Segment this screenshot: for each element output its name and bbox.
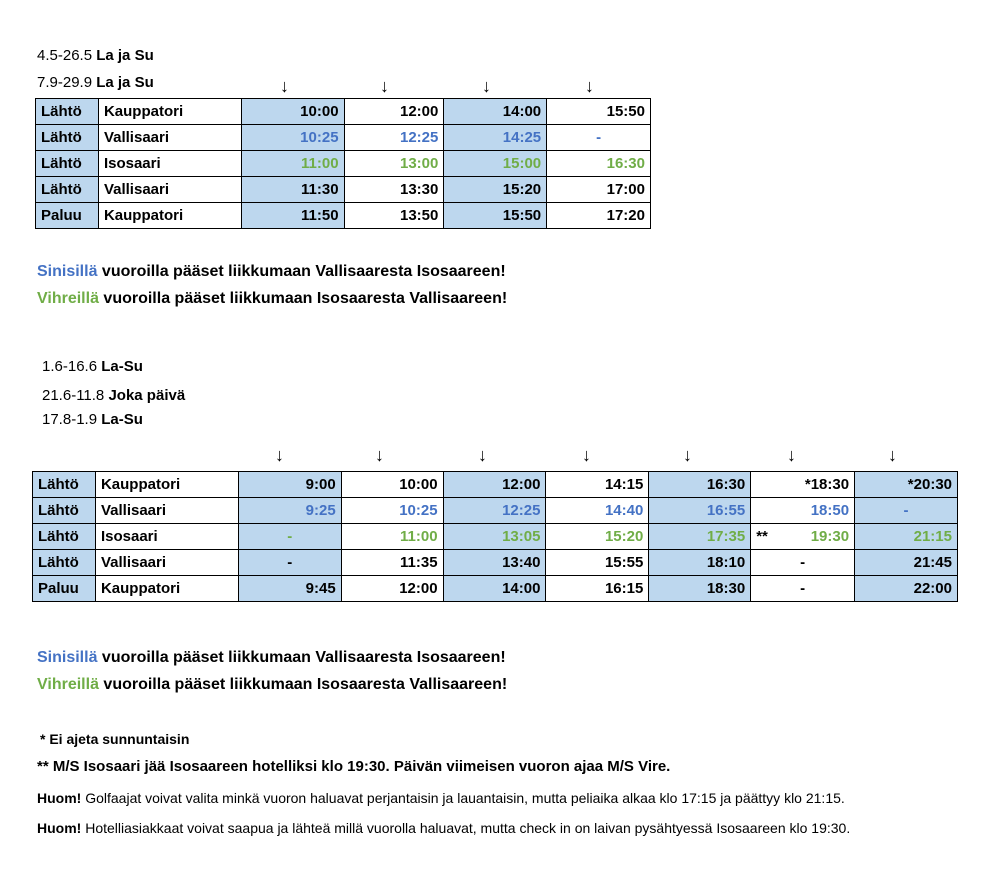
time-value: 12:00 bbox=[502, 476, 541, 493]
time-value: 11:30 bbox=[301, 181, 339, 198]
time-value: 11:00 bbox=[301, 155, 339, 172]
time-cell bbox=[649, 524, 751, 550]
s2-note-green bbox=[37, 676, 507, 694]
time-cell bbox=[444, 99, 547, 125]
table-row bbox=[36, 203, 651, 229]
time-value: 16:30 bbox=[606, 155, 645, 172]
time-cell bbox=[444, 151, 547, 177]
down-arrow-icon: ↓ bbox=[275, 445, 284, 465]
time-value: 12:00 bbox=[399, 103, 439, 120]
row-stop: Vallisaari bbox=[95, 550, 238, 576]
row-type: Lähtö bbox=[33, 498, 96, 524]
time-cell bbox=[547, 151, 651, 177]
time-value: 21:15 bbox=[913, 528, 952, 545]
time-cell bbox=[444, 177, 547, 203]
time-cell bbox=[241, 125, 344, 151]
time-value: 16:30 bbox=[706, 476, 746, 493]
time-value: 17:20 bbox=[606, 207, 645, 224]
time-value: 13:40 bbox=[502, 554, 541, 571]
timetable-summer bbox=[32, 471, 958, 602]
time-cell bbox=[649, 576, 751, 602]
down-arrow-icon: ↓ bbox=[888, 445, 897, 465]
s2-note-blue-text: vuoroilla pääset liikkumaan Vallisaaresta Isosaareen! bbox=[97, 649, 506, 666]
s2-note-blue bbox=[37, 649, 506, 667]
row-stop: Vallisaari bbox=[98, 177, 241, 203]
s1-period-2-dates: 7.9-29.9 bbox=[37, 74, 93, 91]
time-cell bbox=[855, 524, 958, 550]
time-value: *20:30 bbox=[907, 476, 952, 493]
time-cell bbox=[341, 472, 443, 498]
time-value: 18:30 bbox=[706, 580, 746, 597]
s2-period-1-days: La-Su bbox=[101, 358, 143, 375]
time-value: 12:25 bbox=[399, 129, 439, 146]
row-type: Lähtö bbox=[33, 524, 96, 550]
time-cell bbox=[751, 472, 855, 498]
time-cell bbox=[344, 125, 444, 151]
time-cell bbox=[443, 550, 546, 576]
time-value: 10:00 bbox=[399, 476, 438, 493]
footnote-golf-text: Golfaajat voivat valita minkä vuoron haluavat perjantaisin ja lauantaisin, mutta peliaika alkaa klo 17:15 ja päättyy klo 21:15. bbox=[81, 790, 845, 806]
row-stop: Isosaari bbox=[95, 524, 238, 550]
time-value: 9:25 bbox=[305, 502, 336, 519]
row-type: Lähtö bbox=[36, 125, 99, 151]
down-arrow-icon: ↓ bbox=[582, 445, 591, 465]
time-value: 9:00 bbox=[305, 476, 336, 493]
time-value: 17:00 bbox=[606, 181, 645, 198]
row-stop: Vallisaari bbox=[95, 498, 238, 524]
time-value: 13:05 bbox=[502, 528, 541, 545]
time-value: 13:00 bbox=[399, 155, 439, 172]
time-value: 11:35 bbox=[400, 554, 438, 571]
footnote-double-star: ** M/S Isosaari jää Isosaareen hotelliksi klo 19:30. Päivän viimeisen vuoron ajaa M/S Vire. bbox=[37, 758, 671, 775]
s2-period-3 bbox=[42, 411, 143, 428]
row-stop: Vallisaari bbox=[98, 125, 241, 151]
s2-period-3-days: La-Su bbox=[101, 411, 143, 428]
time-cell bbox=[241, 151, 344, 177]
time-cell bbox=[241, 203, 344, 229]
down-arrow-icon: ↓ bbox=[585, 76, 594, 96]
time-value: 11:00 bbox=[400, 528, 438, 545]
s1-period-1-days: La ja Su bbox=[96, 47, 154, 64]
down-arrow-icon: ↓ bbox=[482, 76, 491, 96]
footnote-golf bbox=[37, 790, 845, 806]
time-value: - bbox=[800, 580, 806, 597]
time-cell bbox=[341, 550, 443, 576]
timetable-spring-autumn bbox=[35, 98, 651, 229]
time-value: 16:15 bbox=[604, 580, 644, 597]
time-value: 13:30 bbox=[399, 181, 439, 198]
time-value: 15:50 bbox=[502, 207, 542, 224]
time-cell bbox=[649, 498, 751, 524]
time-value: - bbox=[800, 554, 806, 571]
time-cell bbox=[443, 576, 546, 602]
time-cell bbox=[855, 498, 958, 524]
footnote-hotel-text: Hotelliasiakkaat voivat saapua ja lähteä millä vuorolla haluavat, mutta check in on laivan pysähtyessä Isosaareen klo 19:30. bbox=[81, 820, 851, 836]
time-cell bbox=[855, 550, 958, 576]
time-cell bbox=[547, 125, 651, 151]
time-cell bbox=[855, 472, 958, 498]
footnote-hotel bbox=[37, 820, 850, 836]
time-cell bbox=[238, 576, 341, 602]
row-stop: Kauppatori bbox=[98, 99, 241, 125]
time-value: 18:50 bbox=[810, 502, 850, 519]
time-cell bbox=[341, 498, 443, 524]
s2-period-1 bbox=[42, 358, 143, 375]
time-value: 17:35 bbox=[706, 528, 746, 545]
row-stop: Isosaari bbox=[98, 151, 241, 177]
time-value: 14:40 bbox=[604, 502, 644, 519]
time-cell bbox=[751, 550, 855, 576]
row-type: Paluu bbox=[33, 576, 96, 602]
time-value: 16:55 bbox=[706, 502, 746, 519]
time-cell bbox=[238, 550, 341, 576]
s2-period-3-dates: 17.8-1.9 bbox=[42, 411, 98, 428]
s2-period-2 bbox=[42, 387, 185, 404]
time-cell bbox=[546, 576, 649, 602]
down-arrow-icon: ↓ bbox=[683, 445, 692, 465]
time-value: 18:10 bbox=[706, 554, 746, 571]
table-row bbox=[33, 498, 958, 524]
table-row bbox=[33, 576, 958, 602]
s2-note-green-text: vuoroilla pääset liikkumaan Isosaaresta Vallisaareen! bbox=[98, 676, 508, 693]
time-cell bbox=[547, 177, 651, 203]
time-cell bbox=[649, 472, 751, 498]
s2-note-blue-word: Sinisillä bbox=[37, 649, 98, 666]
row-type: Lähtö bbox=[36, 177, 99, 203]
time-cell bbox=[751, 498, 855, 524]
s2-period-2-days: Joka päivä bbox=[108, 387, 186, 404]
time-value: - bbox=[596, 129, 602, 146]
time-value: *18:30 bbox=[804, 476, 850, 493]
time-cell bbox=[649, 550, 751, 576]
table-row bbox=[36, 151, 651, 177]
down-arrow-icon: ↓ bbox=[478, 445, 487, 465]
s1-period-1 bbox=[37, 47, 154, 64]
s1-note-blue-word: Sinisillä bbox=[37, 263, 98, 280]
table-row bbox=[36, 125, 651, 151]
s1-note-blue-text: vuoroilla pääset liikkumaan Vallisaaresta Isosaareen! bbox=[97, 263, 506, 280]
time-cell bbox=[546, 472, 649, 498]
time-cell bbox=[443, 524, 546, 550]
time-cell bbox=[241, 177, 344, 203]
time-cell bbox=[341, 576, 443, 602]
time-value: 10:25 bbox=[300, 129, 339, 146]
row-type: Paluu bbox=[36, 203, 99, 229]
time-value: 15:00 bbox=[502, 155, 542, 172]
time-cell bbox=[444, 125, 547, 151]
time-value: 10:00 bbox=[300, 103, 339, 120]
time-value: 10:25 bbox=[399, 502, 438, 519]
time-value: 9:45 bbox=[305, 580, 336, 597]
time-cell bbox=[546, 550, 649, 576]
s1-note-blue bbox=[37, 263, 506, 281]
time-cell bbox=[546, 498, 649, 524]
time-cell bbox=[546, 524, 649, 550]
time-cell bbox=[344, 203, 444, 229]
row-stop: Kauppatori bbox=[98, 203, 241, 229]
down-arrow-icon: ↓ bbox=[375, 445, 384, 465]
row-type: Lähtö bbox=[33, 550, 96, 576]
s1-note-green-word: Vihreillä bbox=[37, 290, 99, 307]
s1-note-green-text: vuoroilla pääset liikkumaan Isosaaresta Vallisaareen! bbox=[98, 290, 508, 307]
s1-period-2-days: La ja Su bbox=[96, 74, 154, 91]
time-cell bbox=[444, 203, 547, 229]
time-value: 15:50 bbox=[606, 103, 645, 120]
row-stop: Kauppatori bbox=[95, 576, 238, 602]
s1-period-2 bbox=[37, 74, 154, 91]
time-cell bbox=[238, 498, 341, 524]
s2-period-1-dates: 1.6-16.6 bbox=[42, 358, 98, 375]
time-cell bbox=[344, 99, 444, 125]
time-value: 14:00 bbox=[502, 580, 541, 597]
time-cell bbox=[238, 472, 341, 498]
time-cell bbox=[751, 576, 855, 602]
time-value: 12:25 bbox=[502, 502, 541, 519]
table-row bbox=[33, 550, 958, 576]
time-cell bbox=[751, 524, 855, 550]
time-cell bbox=[547, 99, 651, 125]
row-stop: Kauppatori bbox=[95, 472, 238, 498]
time-value: - bbox=[287, 554, 293, 571]
time-value: 14:00 bbox=[502, 103, 542, 120]
time-cell bbox=[241, 99, 344, 125]
down-arrow-icon: ↓ bbox=[380, 76, 389, 96]
footnote-star: * Ei ajeta sunnuntaisin bbox=[40, 731, 190, 747]
row-type: Lähtö bbox=[36, 151, 99, 177]
s2-note-green-word: Vihreillä bbox=[37, 676, 99, 693]
s2-period-2-dates: 21.6-11.8 bbox=[42, 387, 105, 404]
double-star-marker: ** bbox=[756, 528, 768, 545]
time-value: 12:00 bbox=[399, 580, 438, 597]
table-row bbox=[33, 524, 958, 550]
time-value: 14:15 bbox=[604, 476, 644, 493]
time-cell bbox=[341, 524, 443, 550]
time-value: 19:30 bbox=[810, 528, 850, 545]
footnote-hotel-label: Huom! bbox=[37, 820, 82, 836]
time-value: 13:50 bbox=[399, 207, 439, 224]
time-cell bbox=[443, 472, 546, 498]
time-value: 15:55 bbox=[604, 554, 644, 571]
time-cell bbox=[238, 524, 341, 550]
table-row bbox=[36, 99, 651, 125]
s1-note-green bbox=[37, 290, 507, 308]
time-cell bbox=[547, 203, 651, 229]
time-cell bbox=[855, 576, 958, 602]
row-type: Lähtö bbox=[33, 472, 96, 498]
time-value: - bbox=[287, 528, 293, 545]
footnote-golf-label: Huom! bbox=[37, 790, 82, 806]
row-type: Lähtö bbox=[36, 99, 99, 125]
time-value: 15:20 bbox=[604, 528, 644, 545]
time-value: 11:50 bbox=[301, 207, 339, 224]
table-row bbox=[36, 177, 651, 203]
down-arrow-icon: ↓ bbox=[280, 76, 289, 96]
time-cell bbox=[443, 498, 546, 524]
time-value: 15:20 bbox=[502, 181, 542, 198]
time-value: - bbox=[903, 502, 909, 519]
time-value: 14:25 bbox=[502, 129, 542, 146]
s1-period-1-dates: 4.5-26.5 bbox=[37, 47, 93, 64]
time-value: 22:00 bbox=[913, 580, 952, 597]
time-cell bbox=[344, 177, 444, 203]
time-cell bbox=[344, 151, 444, 177]
time-value: 21:45 bbox=[913, 554, 952, 571]
down-arrow-icon: ↓ bbox=[787, 445, 796, 465]
table-row bbox=[33, 472, 958, 498]
